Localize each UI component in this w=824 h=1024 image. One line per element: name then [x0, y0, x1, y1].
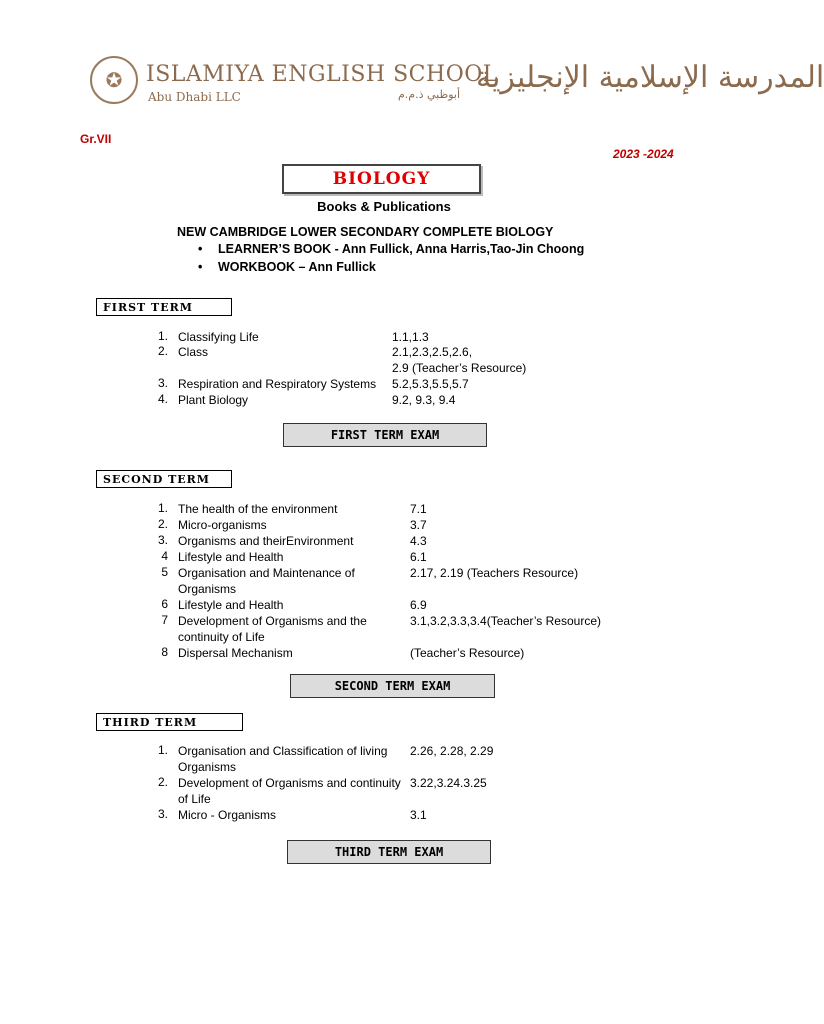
topic-number: 7 [161, 613, 168, 627]
topic-reference [410, 645, 524, 661]
topic-reference-line: 2.9 (Teacher’s Resource) [392, 361, 527, 375]
topic-name-line: Development of Organisms and the [178, 614, 367, 628]
topic-name [178, 775, 401, 807]
topic-name [178, 743, 387, 775]
topic-reference-line: 6.1 [410, 550, 427, 564]
topic-number: 2. [157, 775, 168, 789]
bullet-icon: • [198, 242, 203, 256]
topic-reference-line: (Teacher’s Resource) [410, 646, 525, 660]
topic-name [178, 344, 208, 360]
topic-number: 5 [161, 565, 168, 579]
topic-number: 1. [157, 501, 168, 515]
topic-name-line: Class [178, 345, 209, 359]
term-heading-second: SECOND TERM [96, 470, 232, 488]
academic-year: 2023 -2024 [613, 147, 674, 161]
topic-name-line: Lifestyle and Health [178, 550, 284, 564]
topic-name [178, 807, 276, 823]
topic-number: 3. [157, 807, 168, 821]
topic-name-line: Organisms and theirEnvironment [178, 534, 354, 548]
topic-name-line: The health of the environment [178, 502, 338, 516]
topic-name [178, 549, 283, 565]
topic-name-line: Organisms [178, 582, 237, 596]
topic-name-line: Plant Biology [178, 393, 249, 407]
school-crest-icon: ✪ [90, 56, 138, 104]
exam-heading-third: THIRD TERM EXAM [287, 840, 491, 864]
topic-reference-line: 6.9 [410, 598, 427, 612]
topic-reference [410, 743, 493, 759]
topic-reference [410, 549, 427, 565]
topic-name-line: Development of Organisms and continuity [178, 776, 401, 790]
topic-reference-line: 3.1,3.2,3.3,3.4(Teacher’s Resource) [410, 614, 601, 628]
subject-title: BIOLOGY [282, 164, 481, 194]
topic-reference [410, 533, 427, 549]
topic-reference [410, 565, 578, 581]
topic-reference [410, 807, 427, 823]
topic-name-line: Organisation and Maintenance of [178, 566, 355, 580]
topic-reference [392, 392, 455, 408]
topic-reference-line: 2.26, 2.28, 2.29 [410, 744, 494, 758]
book-item-text: LEARNER’S BOOK - Ann Fullick, Anna Harris,Tao-Jin Choong [218, 242, 585, 256]
topic-name-line: Organisms [178, 760, 237, 774]
school-name-arabic: المدرسة الإسلامية الإنجليزية [476, 60, 824, 95]
topic-name [178, 613, 367, 645]
topic-name [178, 501, 337, 517]
topic-reference [392, 344, 526, 376]
topic-reference-line: 2.17, 2.19 (Teachers Resource) [410, 566, 579, 580]
topic-name-line: Micro-organisms [178, 518, 267, 532]
topic-name [178, 645, 293, 661]
term-heading-first: FIRST TERM [96, 298, 232, 316]
topic-number: 8 [161, 645, 168, 659]
book-item [198, 242, 584, 256]
topic-name-line: Dispersal Mechanism [178, 646, 293, 660]
topic-reference [392, 376, 469, 392]
exam-heading-first: FIRST TERM EXAM [283, 423, 487, 447]
topic-reference [410, 613, 601, 629]
topic-number: 3. [157, 376, 168, 390]
topic-number: 1. [157, 743, 168, 757]
topic-reference-line: 3.7 [410, 518, 427, 532]
topic-name-line: Respiration and Respiratory Systems [178, 377, 377, 391]
topic-name [178, 376, 376, 392]
topic-name [178, 517, 267, 533]
topic-reference [410, 597, 427, 613]
bullet-icon: • [198, 260, 203, 274]
topic-reference-line: 3.1 [410, 808, 427, 822]
topic-number: 2. [157, 517, 168, 531]
topic-number: 4 [161, 549, 168, 563]
topic-reference [410, 775, 487, 791]
topic-reference [410, 517, 427, 533]
topic-reference-line: 1.1,1.3 [392, 330, 429, 344]
topic-name [178, 392, 248, 408]
school-name: ISLAMIYA ENGLISH SCHOOL [146, 62, 498, 87]
book-item-text: WORKBOOK – Ann Fullick [218, 260, 376, 274]
topic-reference [392, 329, 429, 345]
topic-number: 1. [157, 329, 168, 343]
topic-name [178, 533, 353, 549]
topic-name-line: of Life [178, 792, 211, 806]
term-heading-third: THIRD TERM [96, 713, 243, 731]
topic-reference-line: 7.1 [410, 502, 427, 516]
topic-reference-line: 2.1,2.3,2.5,2.6, [392, 345, 473, 359]
school-subtitle: Abu Dhabi LLC [148, 90, 241, 104]
topic-name [178, 597, 283, 613]
books-heading: Books & Publications [317, 199, 451, 214]
topic-name [178, 565, 355, 597]
topic-name-line: Classifying Life [178, 330, 259, 344]
school-subtitle-arabic: أبوظبي ذ.م.م [398, 88, 461, 101]
topic-reference-line: 3.22,3.24.3.25 [410, 776, 487, 790]
exam-heading-second: SECOND TERM EXAM [290, 674, 495, 698]
topic-reference-line: 9.2, 9.3, 9.4 [392, 393, 456, 407]
topic-number: 2. [157, 344, 168, 358]
book-item [198, 260, 376, 274]
topic-number: 4. [157, 392, 168, 406]
topic-reference [410, 501, 427, 517]
topic-number: 6 [161, 597, 168, 611]
grade-label: Gr.VII [80, 132, 112, 146]
topic-name-line: Organisation and Classification of living [178, 744, 388, 758]
topic-name-line: continuity of Life [178, 630, 265, 644]
book-series: NEW CAMBRIDGE LOWER SECONDARY COMPLETE BIOLOGY [177, 225, 554, 239]
topic-name-line: Micro - Organisms [178, 808, 277, 822]
topic-name-line: Lifestyle and Health [178, 598, 284, 612]
topic-number: 3. [157, 533, 168, 547]
topic-name [178, 329, 259, 345]
topic-reference-line: 5.2,5.3,5.5,5.7 [392, 377, 469, 391]
topic-reference-line: 4.3 [410, 534, 427, 548]
